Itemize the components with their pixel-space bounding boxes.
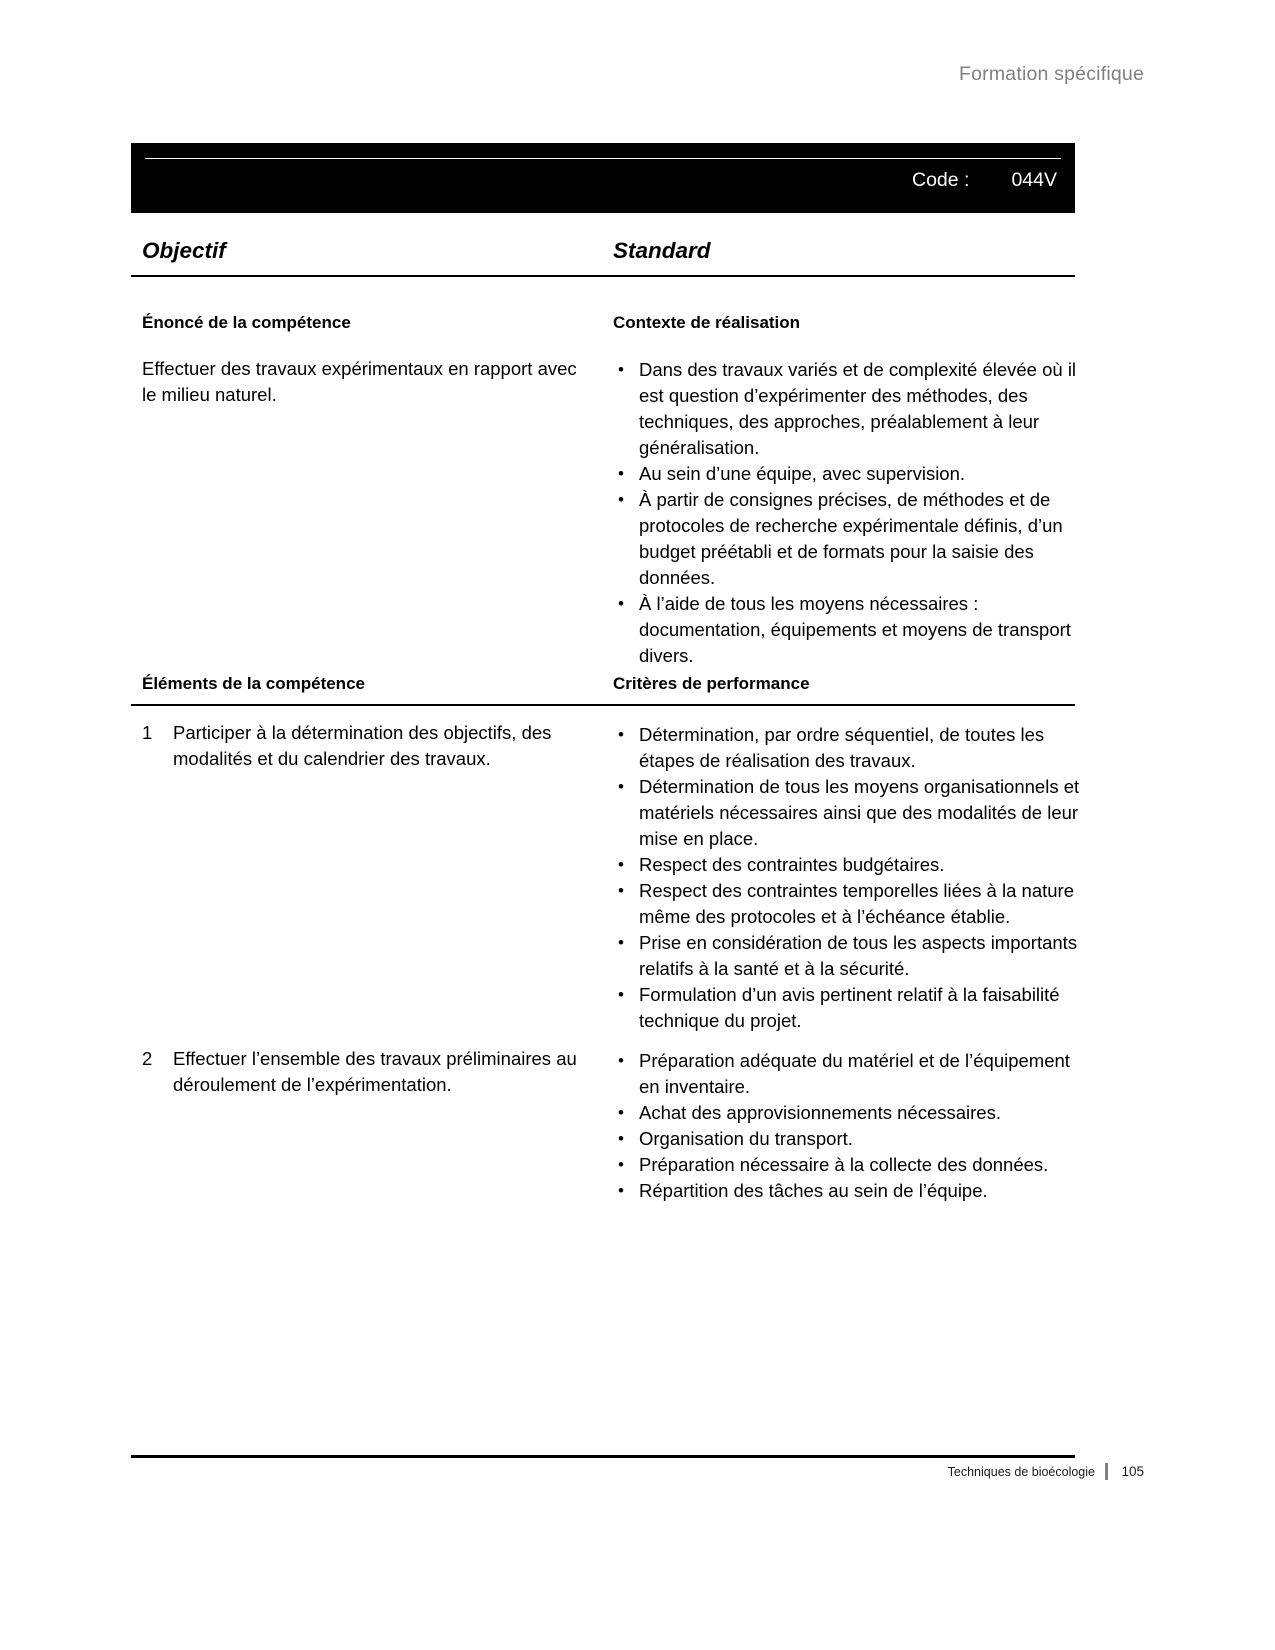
element-row-1	[142, 720, 587, 772]
element-number: 1	[142, 722, 153, 743]
page-footer	[948, 1463, 1144, 1480]
list-item: • À l’aide de tous les moyens nécessaires : documentation, équipements et moyens de transport divers.	[613, 591, 1078, 669]
heading-enonce: Énoncé de la compétence	[142, 313, 351, 332]
list-item: • À partir de consignes précises, de méthodes et de protocoles de recherche expérimentale définis, d’un budget préétabli et de formats pour la saisie des données.	[613, 487, 1078, 591]
elements-divider	[131, 704, 1075, 706]
heading-criteres: Critères de performance	[613, 674, 810, 693]
list-item: • Prise en considération de tous les aspects importants relatifs à la santé et à la sécurité.	[613, 930, 1081, 982]
list-item: • Préparation adéquate du matériel et de l’équipement en inventaire.	[613, 1048, 1081, 1100]
title-divider	[131, 275, 1075, 277]
title-objectif: Objectif	[142, 238, 226, 263]
elements-heading-row	[131, 674, 1075, 708]
element-row-2	[142, 1046, 592, 1098]
list-item: • Détermination, par ordre séquentiel, de toutes les étapes de réalisation des travaux.	[613, 722, 1081, 774]
section-title-row	[131, 238, 1075, 278]
element-text: Effectuer l’ensemble des travaux préliminaires au déroulement de l’expérimentation.	[173, 1048, 577, 1095]
list-item: • Respect des contraintes budgétaires.	[613, 852, 1081, 878]
list-item: • Préparation nécessaire à la collecte des données.	[613, 1152, 1081, 1178]
code-bar-divider	[145, 158, 1061, 159]
page-header: Formation spécifique	[958, 63, 1144, 85]
criteria-list-1	[613, 722, 1081, 1034]
list-item: • Respect des contraintes temporelles liées à la nature même des protocoles et à l’échéance établie.	[613, 878, 1081, 930]
criteria-list-2	[613, 1048, 1081, 1204]
list-item: • Répartition des tâches au sein de l’équipe.	[613, 1178, 1081, 1204]
code-value: 044V	[1011, 169, 1057, 191]
element-text: Participer à la détermination des objectifs, des modalités et du calendrier des travaux.	[173, 722, 552, 769]
list-item: • Au sein d’une équipe, avec supervision.	[613, 461, 1078, 487]
title-standard: Standard	[613, 238, 711, 263]
list-item: • Formulation d’un avis pertinent relatif à la faisabilité technique du projet.	[613, 982, 1081, 1034]
contexte-bullet-list	[613, 357, 1078, 669]
footer-program: Techniques de bioécologie	[947, 1464, 1095, 1479]
footer-divider	[131, 1455, 1075, 1458]
code-bar	[131, 143, 1075, 213]
code-bar-text	[131, 169, 1075, 192]
list-item: • Détermination de tous les moyens organisationnels et matériels nécessaires ainsi que des modalités de leur mise en place.	[613, 774, 1081, 852]
heading-elements: Éléments de la compétence	[142, 674, 365, 693]
list-item: • Dans des travaux variés et de complexité élevée où il est question d’expérimenter des méthodes, des techniques, des approches, préalablement à leur généralisation.	[613, 357, 1078, 461]
list-item: • Achat des approvisionnements nécessaires.	[613, 1100, 1081, 1126]
footer-page-number: 105	[1121, 1464, 1144, 1479]
element-number: 2	[142, 1048, 153, 1069]
footer-separator	[1105, 1463, 1108, 1480]
list-item: • Organisation du transport.	[613, 1126, 1081, 1152]
heading-contexte: Contexte de réalisation	[613, 313, 801, 332]
enonce-text: Effectuer des travaux expérimentaux en rapport avec le milieu naturel.	[142, 358, 577, 405]
code-label: Code :	[912, 169, 970, 191]
